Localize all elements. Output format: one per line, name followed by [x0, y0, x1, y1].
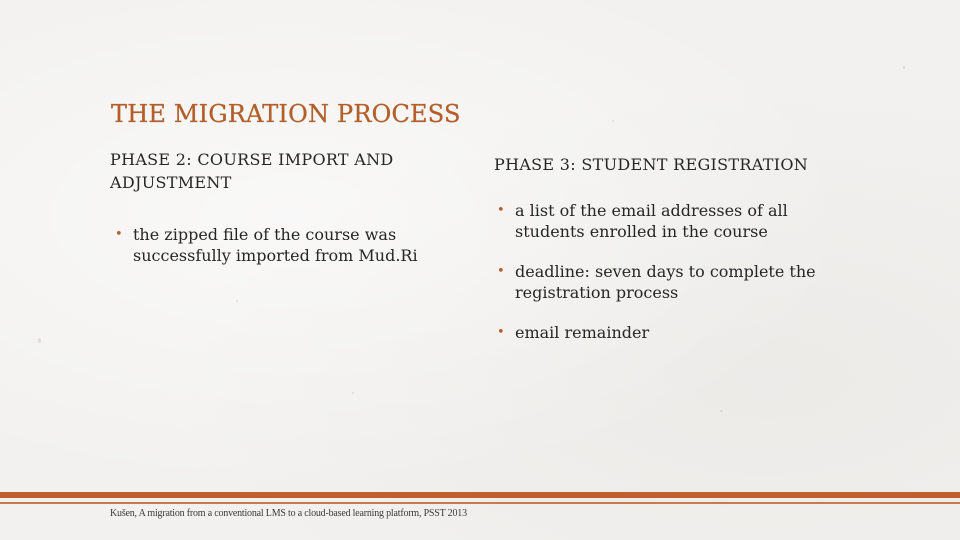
texture-speck [612, 120, 614, 122]
bullet-item [495, 261, 855, 303]
bullet-item [495, 322, 855, 343]
bullet-dot-icon: • [115, 227, 123, 242]
texture-speck [236, 300, 238, 302]
texture-speck [720, 410, 723, 412]
footer-accent-bar [0, 492, 960, 498]
texture-speck [903, 66, 905, 69]
bullet-text: deadline: seven days to complete the registration process [515, 262, 816, 302]
phase3-bullet-list [495, 200, 855, 362]
bullet-text: email remainder [515, 323, 650, 342]
bullet-text: the zipped file of the course was successfully imported from Mud.Ri [133, 225, 418, 265]
phase2-bullet-list [113, 224, 453, 266]
phase3-heading: PHASE 3: STUDENT REGISTRATION [494, 155, 809, 174]
slide-title: THE MIGRATION PROCESS [111, 100, 461, 129]
bullet-dot-icon: • [497, 203, 505, 218]
footer-citation: Kušen, A migration from a conventional LMS to a cloud-based learning platform, PSST 2013 [110, 508, 467, 519]
phase2-heading: PHASE 2: COURSE IMPORT AND ADJUSTMENT [110, 150, 394, 192]
footer-accent-line [0, 502, 960, 504]
bullet-text: a list of the email addresses of all students enrolled in the course [515, 201, 788, 241]
bullet-item [113, 224, 453, 266]
bullet-item [495, 200, 855, 242]
texture-speck [352, 392, 354, 394]
bullet-dot-icon: • [497, 325, 505, 340]
bullet-dot-icon: • [497, 264, 505, 279]
texture-speck [38, 338, 41, 343]
